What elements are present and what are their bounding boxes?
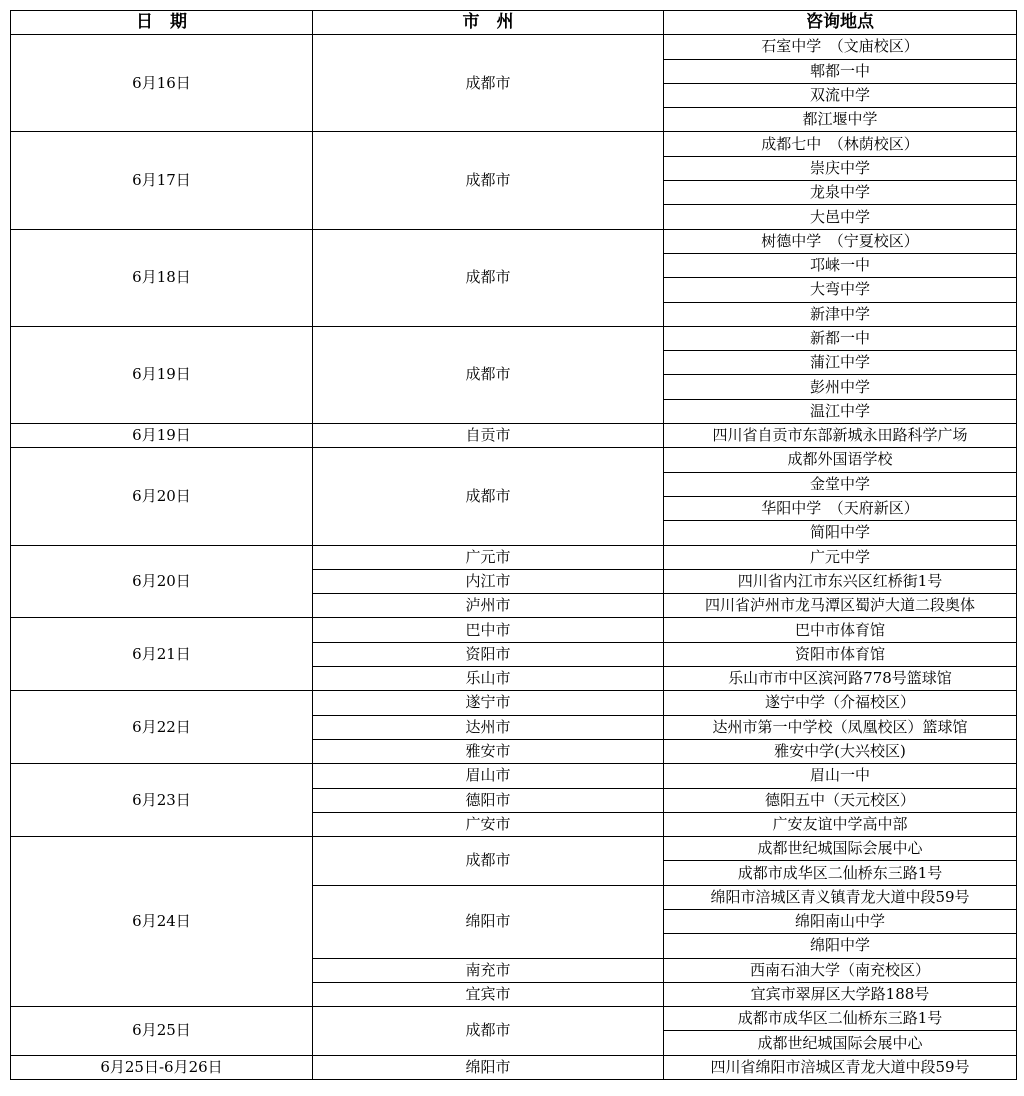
location-cell: 邛崃一中: [664, 253, 1017, 277]
table-row: [11, 424, 1017, 448]
date-cell: 6月16日: [11, 35, 313, 132]
header-row: [11, 11, 1017, 35]
header-location: 咨询地点: [664, 11, 1017, 35]
location-cell: 西南石油大学（南充校区）: [664, 958, 1017, 982]
date-cell: 6月19日: [11, 326, 313, 423]
header-city: 市 州: [313, 11, 664, 35]
location-cell: 绵阳中学: [664, 934, 1017, 958]
location-cell: 宜宾市翠屏区大学路188号: [664, 982, 1017, 1006]
city-cell: 自贡市: [313, 424, 664, 448]
table-row: [11, 691, 1017, 715]
location-cell: 成都市成华区二仙桥东三路1号: [664, 1007, 1017, 1031]
city-cell: 遂宁市: [313, 691, 664, 715]
location-cell: 成都市成华区二仙桥东三路1号: [664, 861, 1017, 885]
date-cell: 6月22日: [11, 691, 313, 764]
table-row: [11, 837, 1017, 861]
location-cell: 成都外国语学校: [664, 448, 1017, 472]
location-cell: 龙泉中学: [664, 181, 1017, 205]
city-cell: 达州市: [313, 715, 664, 739]
table-row: [11, 1055, 1017, 1079]
city-cell: 泸州市: [313, 594, 664, 618]
location-cell: 德阳五中（天元校区）: [664, 788, 1017, 812]
location-cell: 广元中学: [664, 545, 1017, 569]
location-cell: 都江堰中学: [664, 108, 1017, 132]
date-cell: 6月25日-6月26日: [11, 1055, 313, 1079]
city-cell: 成都市: [313, 837, 664, 886]
table-row: [11, 326, 1017, 350]
location-cell: 成都世纪城国际会展中心: [664, 1031, 1017, 1055]
location-cell: 四川省内江市东兴区红桥街1号: [664, 569, 1017, 593]
location-cell: 温江中学: [664, 399, 1017, 423]
date-cell: 6月20日: [11, 545, 313, 618]
location-cell: 广安友谊中学高中部: [664, 812, 1017, 836]
location-cell: 雅安中学(大兴校区): [664, 739, 1017, 763]
location-cell: 眉山一中: [664, 764, 1017, 788]
location-cell: 绵阳市涪城区青义镇青龙大道中段59号: [664, 885, 1017, 909]
table-row: [11, 35, 1017, 59]
table-row: [11, 1007, 1017, 1031]
location-cell: 绵阳南山中学: [664, 909, 1017, 933]
city-cell: 宜宾市: [313, 982, 664, 1006]
location-cell: 乐山市市中区滨河路778号篮球馆: [664, 667, 1017, 691]
location-cell: 四川省绵阳市涪城区青龙大道中段59号: [664, 1055, 1017, 1079]
date-cell: 6月23日: [11, 764, 313, 837]
location-cell: 蒲江中学: [664, 351, 1017, 375]
date-cell: 6月20日: [11, 448, 313, 545]
city-cell: 德阳市: [313, 788, 664, 812]
location-cell: 华阳中学 （天府新区）: [664, 496, 1017, 520]
date-cell: 6月25日: [11, 1007, 313, 1056]
location-cell: 崇庆中学: [664, 156, 1017, 180]
location-cell: 巴中市体育馆: [664, 618, 1017, 642]
consultation-schedule-table: [10, 10, 1017, 1080]
city-cell: 成都市: [313, 326, 664, 423]
location-cell: 石室中学 （文庙校区）: [664, 35, 1017, 59]
city-cell: 眉山市: [313, 764, 664, 788]
table-row: [11, 229, 1017, 253]
location-cell: 资阳市体育馆: [664, 642, 1017, 666]
location-cell: 大邑中学: [664, 205, 1017, 229]
date-cell: 6月19日: [11, 424, 313, 448]
location-cell: 新津中学: [664, 302, 1017, 326]
city-cell: 内江市: [313, 569, 664, 593]
table-row: [11, 764, 1017, 788]
table-row: [11, 545, 1017, 569]
table-row: [11, 132, 1017, 156]
location-cell: 双流中学: [664, 83, 1017, 107]
date-cell: 6月24日: [11, 837, 313, 1007]
city-cell: 成都市: [313, 35, 664, 132]
header-date: 日 期: [11, 11, 313, 35]
city-cell: 巴中市: [313, 618, 664, 642]
city-cell: 成都市: [313, 132, 664, 229]
city-cell: 绵阳市: [313, 885, 664, 958]
location-cell: 金堂中学: [664, 472, 1017, 496]
location-cell: 成都七中 （林荫校区）: [664, 132, 1017, 156]
city-cell: 雅安市: [313, 739, 664, 763]
schedule-body: [11, 35, 1017, 1080]
table-row: [11, 618, 1017, 642]
city-cell: 成都市: [313, 448, 664, 545]
city-cell: 乐山市: [313, 667, 664, 691]
location-cell: 彭州中学: [664, 375, 1017, 399]
city-cell: 广安市: [313, 812, 664, 836]
location-cell: 遂宁中学（介福校区）: [664, 691, 1017, 715]
table-row: [11, 448, 1017, 472]
date-cell: 6月17日: [11, 132, 313, 229]
location-cell: 四川省自贡市东部新城永田路科学广场: [664, 424, 1017, 448]
location-cell: 成都世纪城国际会展中心: [664, 837, 1017, 861]
location-cell: 达州市第一中学校（凤凰校区）篮球馆: [664, 715, 1017, 739]
date-cell: 6月21日: [11, 618, 313, 691]
city-cell: 资阳市: [313, 642, 664, 666]
location-cell: 树德中学 （宁夏校区）: [664, 229, 1017, 253]
city-cell: 南充市: [313, 958, 664, 982]
location-cell: 简阳中学: [664, 521, 1017, 545]
location-cell: 大弯中学: [664, 278, 1017, 302]
location-cell: 新都一中: [664, 326, 1017, 350]
location-cell: 四川省泸州市龙马潭区蜀泸大道二段奥体: [664, 594, 1017, 618]
location-cell: 郫都一中: [664, 59, 1017, 83]
city-cell: 绵阳市: [313, 1055, 664, 1079]
date-cell: 6月18日: [11, 229, 313, 326]
city-cell: 成都市: [313, 1007, 664, 1056]
city-cell: 成都市: [313, 229, 664, 326]
city-cell: 广元市: [313, 545, 664, 569]
